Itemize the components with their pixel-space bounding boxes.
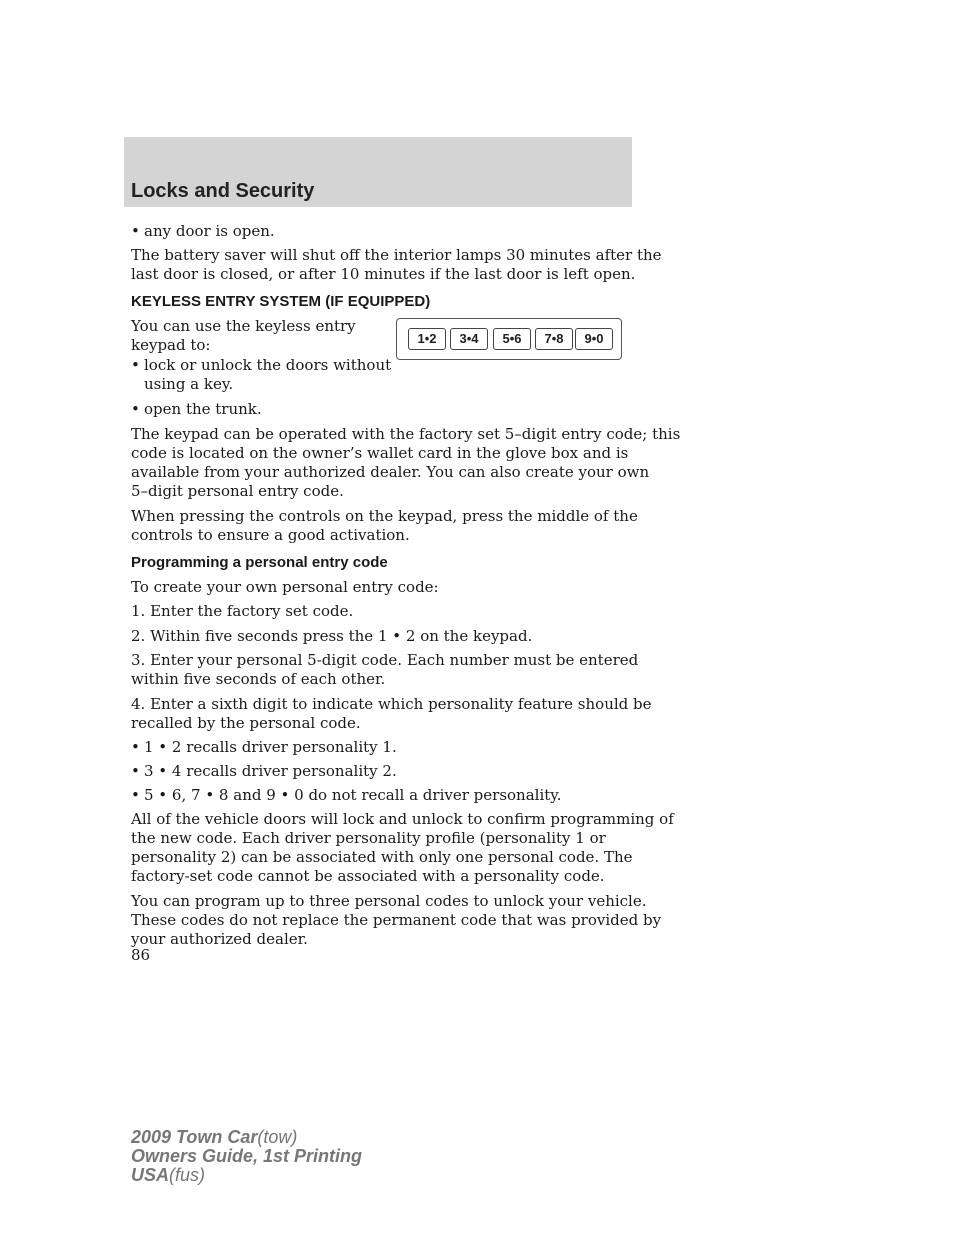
keypad-intro-line-1: You can use the keyless entry bbox=[131, 317, 356, 335]
bullet-lock-unlock-line-1: lock or unlock the doors without bbox=[144, 356, 392, 374]
factory-code-line-4: 5–digit personal entry code. bbox=[131, 482, 344, 500]
keypad-key-3-4: 3•4 bbox=[450, 328, 488, 350]
bullet-marker: • bbox=[131, 222, 140, 240]
confirm-programming-line-4: factory-set code cannot be associated with a personality code. bbox=[131, 867, 605, 885]
step-3-line-1: 3. Enter your personal 5-digit code. Each number must be entered bbox=[131, 651, 639, 669]
step-2: 2. Within five seconds press the 1 • 2 on the keypad. bbox=[131, 627, 533, 645]
bullet-any-door-open: any door is open. bbox=[144, 222, 275, 240]
bullet-no-personality: 5 • 6, 7 • 8 and 9 • 0 do not recall a driver personality. bbox=[144, 786, 562, 804]
step-3-line-2: within five seconds of each other. bbox=[131, 670, 386, 688]
battery-saver-line-1: The battery saver will shut off the interior lamps 30 minutes after the bbox=[131, 246, 662, 264]
bullet-marker: • bbox=[131, 356, 140, 374]
three-codes-line-1: You can program up to three personal codes to unlock your vehicle. bbox=[131, 892, 647, 910]
bullet-lock-unlock-line-2: using a key. bbox=[144, 375, 234, 393]
confirm-programming-line-3: personality 2) can be associated with only one personal code. The bbox=[131, 848, 633, 866]
section-title: Locks and Security bbox=[131, 180, 315, 202]
confirm-programming-line-1: All of the vehicle doors will lock and unlock to confirm programming of bbox=[131, 810, 674, 828]
factory-code-line-1: The keypad can be operated with the factory set 5–digit entry code; this bbox=[131, 425, 681, 443]
footer-model-code: (tow) bbox=[257, 1127, 298, 1147]
step-4-line-1: 4. Enter a sixth digit to indicate which personality feature should be bbox=[131, 695, 652, 713]
bullet-marker: • bbox=[131, 738, 140, 756]
pressing-controls-line-1: When pressing the controls on the keypad, press the middle of the bbox=[131, 507, 638, 525]
footer bbox=[131, 1128, 362, 1185]
keypad-key-1-2: 1•2 bbox=[408, 328, 446, 350]
keypad-intro-line-2: keypad to: bbox=[131, 336, 211, 354]
heading-keyless-entry: KEYLESS ENTRY SYSTEM (IF EQUIPPED) bbox=[131, 293, 431, 310]
confirm-programming-line-2: the new code. Each driver personality profile (personality 1 or bbox=[131, 829, 606, 847]
step-1: 1. Enter the factory set code. bbox=[131, 602, 354, 620]
keypad-key-9-0: 9•0 bbox=[575, 328, 613, 350]
keypad-key-5-6: 5•6 bbox=[493, 328, 531, 350]
footer-edition: Owners Guide, 1st Printing bbox=[131, 1146, 363, 1166]
factory-code-line-3: available from your authorized dealer. You can also create your own bbox=[131, 463, 650, 481]
bullet-marker: • bbox=[131, 400, 140, 418]
heading-programming-code: Programming a personal entry code bbox=[131, 554, 388, 571]
three-codes-line-3: your authorized dealer. bbox=[131, 930, 308, 948]
bullet-personality-1: 1 • 2 recalls driver personality 1. bbox=[144, 738, 397, 756]
footer-model: 2009 Town Car bbox=[131, 1127, 258, 1147]
step-4-line-2: recalled by the personal code. bbox=[131, 714, 361, 732]
battery-saver-line-2: last door is closed, or after 10 minutes if the last door is left open. bbox=[131, 265, 636, 283]
bullet-marker: • bbox=[131, 762, 140, 780]
three-codes-line-2: These codes do not replace the permanent code that was provided by bbox=[131, 911, 662, 929]
footer-market: USA bbox=[131, 1165, 170, 1185]
page-number: 86 bbox=[131, 946, 151, 964]
keypad-key-7-8: 7•8 bbox=[535, 328, 573, 350]
create-code-intro: To create your own personal entry code: bbox=[131, 578, 439, 596]
pressing-controls-line-2: controls to ensure a good activation. bbox=[131, 526, 410, 544]
keypad-illustration bbox=[396, 318, 622, 360]
bullet-personality-2: 3 • 4 recalls driver personality 2. bbox=[144, 762, 397, 780]
bullet-open-trunk: open the trunk. bbox=[144, 400, 262, 418]
footer-market-code: (fus) bbox=[169, 1165, 206, 1185]
factory-code-line-2: code is located on the owner’s wallet card in the glove box and is bbox=[131, 444, 629, 462]
bullet-marker: • bbox=[131, 786, 140, 804]
